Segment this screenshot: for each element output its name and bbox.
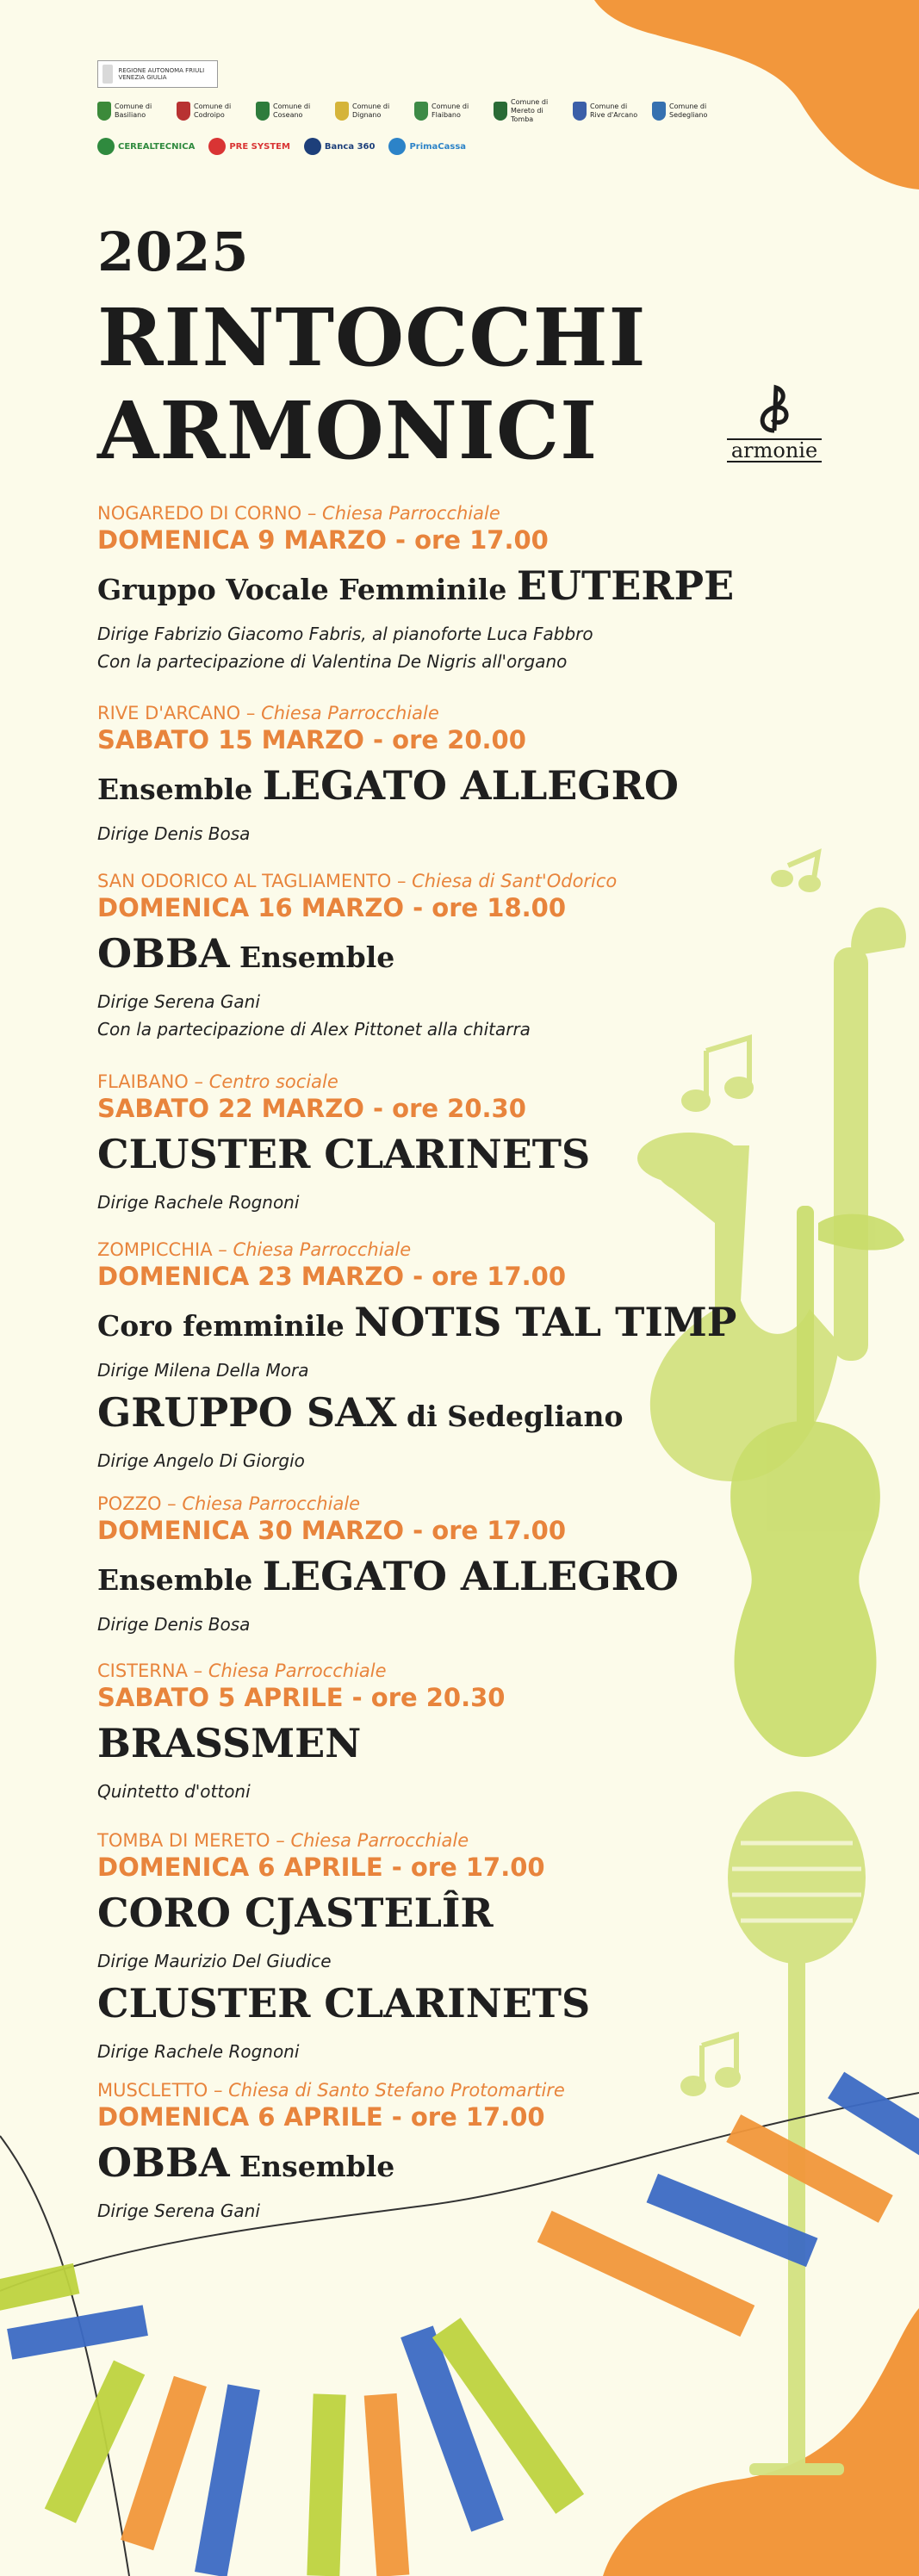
- poster-title: [97, 291, 647, 477]
- performer-note: Dirige Denis Bosa: [97, 823, 251, 844]
- performer-main: LEGATO ALLEGRO: [262, 1553, 679, 1599]
- event-place: POZZO: [97, 1493, 162, 1514]
- sponsor-label: PRE SYSTEM: [229, 141, 290, 152]
- event-block: [97, 1238, 855, 1474]
- region-crest-icon: [102, 65, 113, 84]
- municipality-logo: [335, 98, 402, 124]
- performer-main: CORO CJASTELÎR: [97, 1890, 494, 1936]
- event-venue: Chiesa Parrocchiale: [261, 703, 439, 723]
- sponsor-label: CEREALTECNICA: [118, 141, 196, 152]
- event-location: [97, 1071, 855, 1093]
- poster-year: 2025: [97, 220, 250, 283]
- sponsor-mark-icon: [208, 138, 226, 155]
- performer-name: [97, 928, 855, 988]
- event-block: [97, 1829, 855, 2065]
- event-place: TOMBA DI MERETO: [97, 1830, 270, 1851]
- event-place: MUSCLETTO: [97, 2080, 208, 2101]
- event-location: [97, 870, 855, 892]
- performer-post: Ensemble: [229, 940, 395, 974]
- performer-name: [97, 760, 855, 820]
- location-separator: –: [240, 703, 262, 723]
- performer-note: Dirige Maurizio Del Giudice: [97, 1951, 332, 1971]
- location-separator: –: [391, 871, 413, 891]
- performer-name: [97, 1718, 855, 1778]
- event-date: DOMENICA 6 APRILE - ore 17.00: [97, 2102, 545, 2132]
- armonie-logo-text: armonie: [727, 438, 822, 462]
- sponsor-logo: [304, 138, 376, 155]
- performer-pre: Ensemble: [97, 1563, 263, 1597]
- sponsor-mark-icon: [97, 138, 115, 155]
- performer-name: [97, 1978, 855, 2038]
- municipality-label: Comune di Sedegliano: [669, 102, 708, 119]
- performer-post: Ensemble: [229, 2150, 395, 2183]
- performer-main: GRUPPO SAX: [97, 1389, 397, 1436]
- event-venue: Chiesa Parrocchiale: [290, 1830, 469, 1851]
- municipality-label: Comune di Flaibano: [432, 102, 469, 119]
- municipality-crest-icon: [573, 102, 587, 121]
- performer-note: Dirige Serena Gani: [97, 991, 260, 1012]
- performer-post: di Sedegliano: [396, 1400, 624, 1433]
- municipality-logo: [494, 98, 561, 124]
- event-place: CISTERNA: [97, 1660, 188, 1681]
- event-date: SABATO 15 MARZO - ore 20.00: [97, 725, 526, 754]
- event-date: SABATO 5 APRILE - ore 20.30: [97, 1683, 506, 1712]
- armonie-logo: [727, 383, 822, 462]
- event-block: [97, 1071, 855, 1216]
- sponsor-logo: [208, 138, 290, 155]
- municipality-logo: [177, 98, 244, 124]
- region-logo: [97, 60, 218, 88]
- performer-main: EUTERPE: [516, 562, 735, 609]
- event-place: FLAIBANO: [97, 1071, 189, 1092]
- event-location: [97, 1660, 855, 1682]
- location-separator: –: [161, 1493, 183, 1514]
- event-date: DOMENICA 6 APRILE - ore 17.00: [97, 1853, 545, 1882]
- performer-note: Quintetto d'ottoni: [97, 1781, 251, 1802]
- municipality-crest-icon: [652, 102, 666, 121]
- event-location: [97, 1829, 855, 1852]
- sponsor-label: PrimaCassa: [409, 141, 467, 152]
- sponsor-logos: [97, 138, 466, 155]
- sponsor-logo: [97, 138, 195, 155]
- location-separator: –: [212, 1239, 233, 1260]
- event-location: [97, 502, 855, 525]
- event-block: [97, 2079, 855, 2225]
- municipality-label: Comune di Coseano: [273, 102, 311, 119]
- event-block: [97, 1660, 855, 1805]
- performer-main: OBBA: [97, 2139, 230, 2186]
- municipality-label: Comune di Rive d'Arcano: [590, 102, 638, 119]
- event-place: ZOMPICCHIA: [97, 1239, 213, 1260]
- event-date: DOMENICA 16 MARZO - ore 18.00: [97, 893, 566, 922]
- performer-name: [97, 1387, 855, 1447]
- municipality-logo: [652, 98, 719, 124]
- event-venue: Chiesa di Santo Stefano Protomartire: [228, 2080, 565, 2101]
- municipality-label: Comune di Mereto di Tomba: [511, 98, 549, 123]
- sponsor-label: Banca 360: [324, 141, 376, 152]
- performer-main: CLUSTER CLARINETS: [97, 1131, 591, 1177]
- event-date: DOMENICA 30 MARZO - ore 17.00: [97, 1516, 566, 1545]
- sponsor-mark-icon: [388, 138, 406, 155]
- event-place: SAN ODORICO AL TAGLIAMENTO: [97, 871, 392, 891]
- performer-note: Con la partecipazione di Alex Pittonet alla chitarra: [97, 1019, 531, 1040]
- municipality-logo: [256, 98, 323, 124]
- performer-note: Dirige Fabrizio Giacomo Fabris, al pianoforte Luca Fabbro: [97, 624, 593, 644]
- performer-main: OBBA: [97, 930, 230, 977]
- municipalities-logos: [97, 98, 719, 124]
- event-venue: Chiesa Parrocchiale: [182, 1493, 361, 1514]
- performer-main: LEGATO ALLEGRO: [262, 762, 679, 809]
- location-separator: –: [301, 503, 323, 524]
- event-block: [97, 702, 855, 847]
- location-separator: –: [187, 1660, 208, 1681]
- performer-note: Dirige Rachele Rognoni: [97, 2041, 300, 2062]
- event-venue: Chiesa di Sant'Odorico: [412, 871, 618, 891]
- performer-note: Dirige Denis Bosa: [97, 1614, 251, 1635]
- event-location: [97, 1238, 855, 1261]
- performer-name: [97, 561, 855, 620]
- performer-note: Dirige Milena Della Mora: [97, 1360, 309, 1381]
- municipality-crest-icon: [256, 102, 270, 121]
- performer-name: [97, 1888, 855, 1947]
- performer-note: Dirige Rachele Rognoni: [97, 1192, 300, 1213]
- event-block: [97, 502, 855, 675]
- event-date: DOMENICA 23 MARZO - ore 17.00: [97, 1262, 566, 1291]
- treble-clef-icon: [748, 383, 800, 435]
- region-label: REGIONE AUTONOMA FRIULI VENEZIA GIULIA: [118, 67, 205, 81]
- performer-name: [97, 1129, 855, 1189]
- title-line-1: RINTOCCHI: [97, 291, 647, 384]
- event-date: SABATO 22 MARZO - ore 20.30: [97, 1094, 526, 1123]
- municipality-crest-icon: [177, 102, 190, 121]
- performer-note: Con la partecipazione di Valentina De Nigris all'organo: [97, 651, 568, 672]
- event-venue: Chiesa Parrocchiale: [322, 503, 500, 524]
- performer-note: Dirige Serena Gani: [97, 2200, 260, 2221]
- municipality-label: Comune di Basiliano: [115, 102, 152, 119]
- municipality-crest-icon: [335, 102, 349, 121]
- event-location: [97, 1493, 855, 1515]
- performer-main: NOTIS TAL TIMP: [354, 1299, 737, 1345]
- performer-pre: Coro femminile: [97, 1309, 355, 1343]
- event-date: DOMENICA 9 MARZO - ore 17.00: [97, 525, 549, 555]
- municipality-logo: [97, 98, 165, 124]
- performer-pre: Ensemble: [97, 773, 263, 806]
- sponsor-mark-icon: [304, 138, 321, 155]
- event-block: [97, 1493, 855, 1638]
- event-block: [97, 870, 855, 1043]
- event-location: [97, 2079, 855, 2101]
- performer-name: [97, 2138, 855, 2197]
- municipality-label: Comune di Dignano: [352, 102, 390, 119]
- sponsor-logo: [388, 138, 466, 155]
- event-place: NOGAREDO DI CORNO: [97, 503, 302, 524]
- municipality-crest-icon: [97, 102, 111, 121]
- event-venue: Chiesa Parrocchiale: [208, 1660, 387, 1681]
- municipality-logo: [573, 98, 640, 124]
- location-separator: –: [188, 1071, 209, 1092]
- municipality-crest-icon: [414, 102, 428, 121]
- performer-pre: Gruppo Vocale Femminile: [97, 573, 517, 606]
- performer-note: Dirige Angelo Di Giorgio: [97, 1450, 305, 1471]
- performer-main: CLUSTER CLARINETS: [97, 1980, 591, 2027]
- event-venue: Centro sociale: [208, 1071, 338, 1092]
- title-line-2: ARMONICI: [97, 384, 599, 477]
- performer-name: [97, 1551, 855, 1611]
- location-separator: –: [208, 2080, 229, 2101]
- performer-name: [97, 1297, 855, 1356]
- event-location: [97, 702, 855, 724]
- location-separator: –: [270, 1830, 291, 1851]
- performer-main: BRASSMEN: [97, 1720, 362, 1766]
- event-place: RIVE D'ARCANO: [97, 703, 241, 723]
- event-venue: Chiesa Parrocchiale: [233, 1239, 412, 1260]
- municipality-crest-icon: [494, 102, 507, 121]
- municipality-label: Comune di Codroipo: [194, 102, 232, 119]
- municipality-logo: [414, 98, 481, 124]
